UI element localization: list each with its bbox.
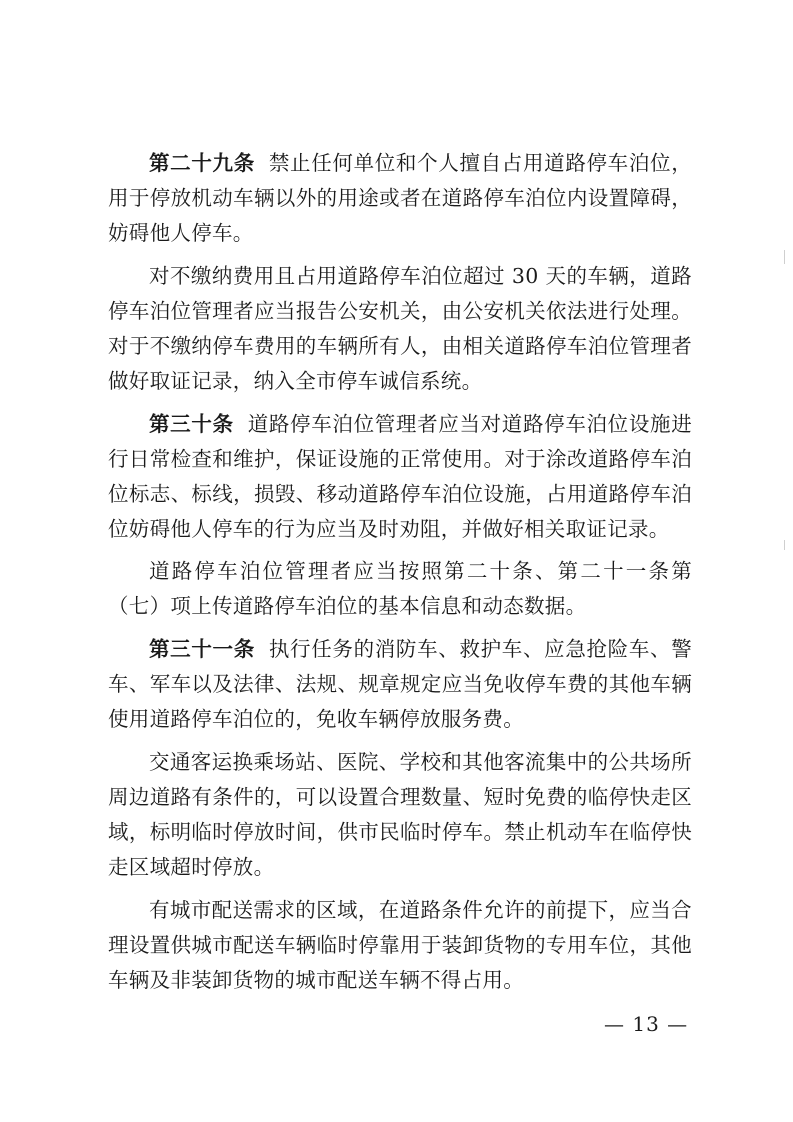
paragraph-article-31-clause-3 [108,893,692,998]
page-number: — 13 — [604,1012,689,1036]
paragraph-text: 道路停车泊位管理者应当对道路停车泊位设施进行日常检查和维护，保证设施的正常使用。对于涂改道路停车泊位标志、标线，损毁、移动道路停车泊位设施，占用道路停车泊位妨碍他人停车的行为应当及时劝阻，并做好相关取证记录。 [108,411,692,541]
body-text [108,146,692,1006]
paragraph-article-31 [108,632,692,737]
paragraph-article-30-clause-2 [108,554,692,624]
article-number: 第三十条 [149,411,234,436]
paragraph-article-30 [108,407,692,547]
paragraph-text: 有城市配送需求的区域，在道路条件允许的前提下，应当合理设置供城市配送车辆临时停靠用于装卸货物的专用车位，其他车辆及非装卸货物的城市配送车辆不得占用。 [108,897,692,992]
paragraph-text: 禁止任何单位和个人擅自占用道路停车泊位，用于停放机动车辆以外的用途或者在道路停车泊位内设置障碍，妨碍他人停车。 [108,151,692,245]
paragraph-article-31-clause-2 [108,745,692,885]
paragraph-text: 对不缴纳费用且占用道路停车泊位超过 30 天的车辆，道路停车泊位管理者应当报告公安机关，由公安机关依法进行处理。对于不缴纳停车费用的车辆所有人，由相关道路停车泊位管理者做好取证记录，纳入全市停车诚信系统。 [108,263,692,393]
paragraph-text: 道路停车泊位管理者应当按照第二十条、第二十一条第（七）项上传道路停车泊位的基本信息和动态数据。 [108,559,692,619]
article-number: 第三十一条 [149,637,255,662]
scan-edge-mark [784,540,785,550]
paragraph-text: 交通客运换乘场站、医院、学校和其他客流集中的公共场所周边道路有条件的，可以设置合理数量、短时免费的临停快走区域，标明临时停放时间，供市民临时停车。禁止机动车在临停快走区域超时停放。 [108,749,692,879]
paragraph-text: 执行任务的消防车、救护车、应急抢险车、警车、军车以及法律、法规、规章规定应当免收停车费的其他车辆使用道路停车泊位的，免收车辆停放服务费。 [108,637,692,732]
paragraph-article-29-clause-2 [108,259,692,399]
article-number: 第二十九条 [149,151,255,175]
scan-edge-mark [784,250,785,264]
paragraph-article-29 [108,146,692,251]
